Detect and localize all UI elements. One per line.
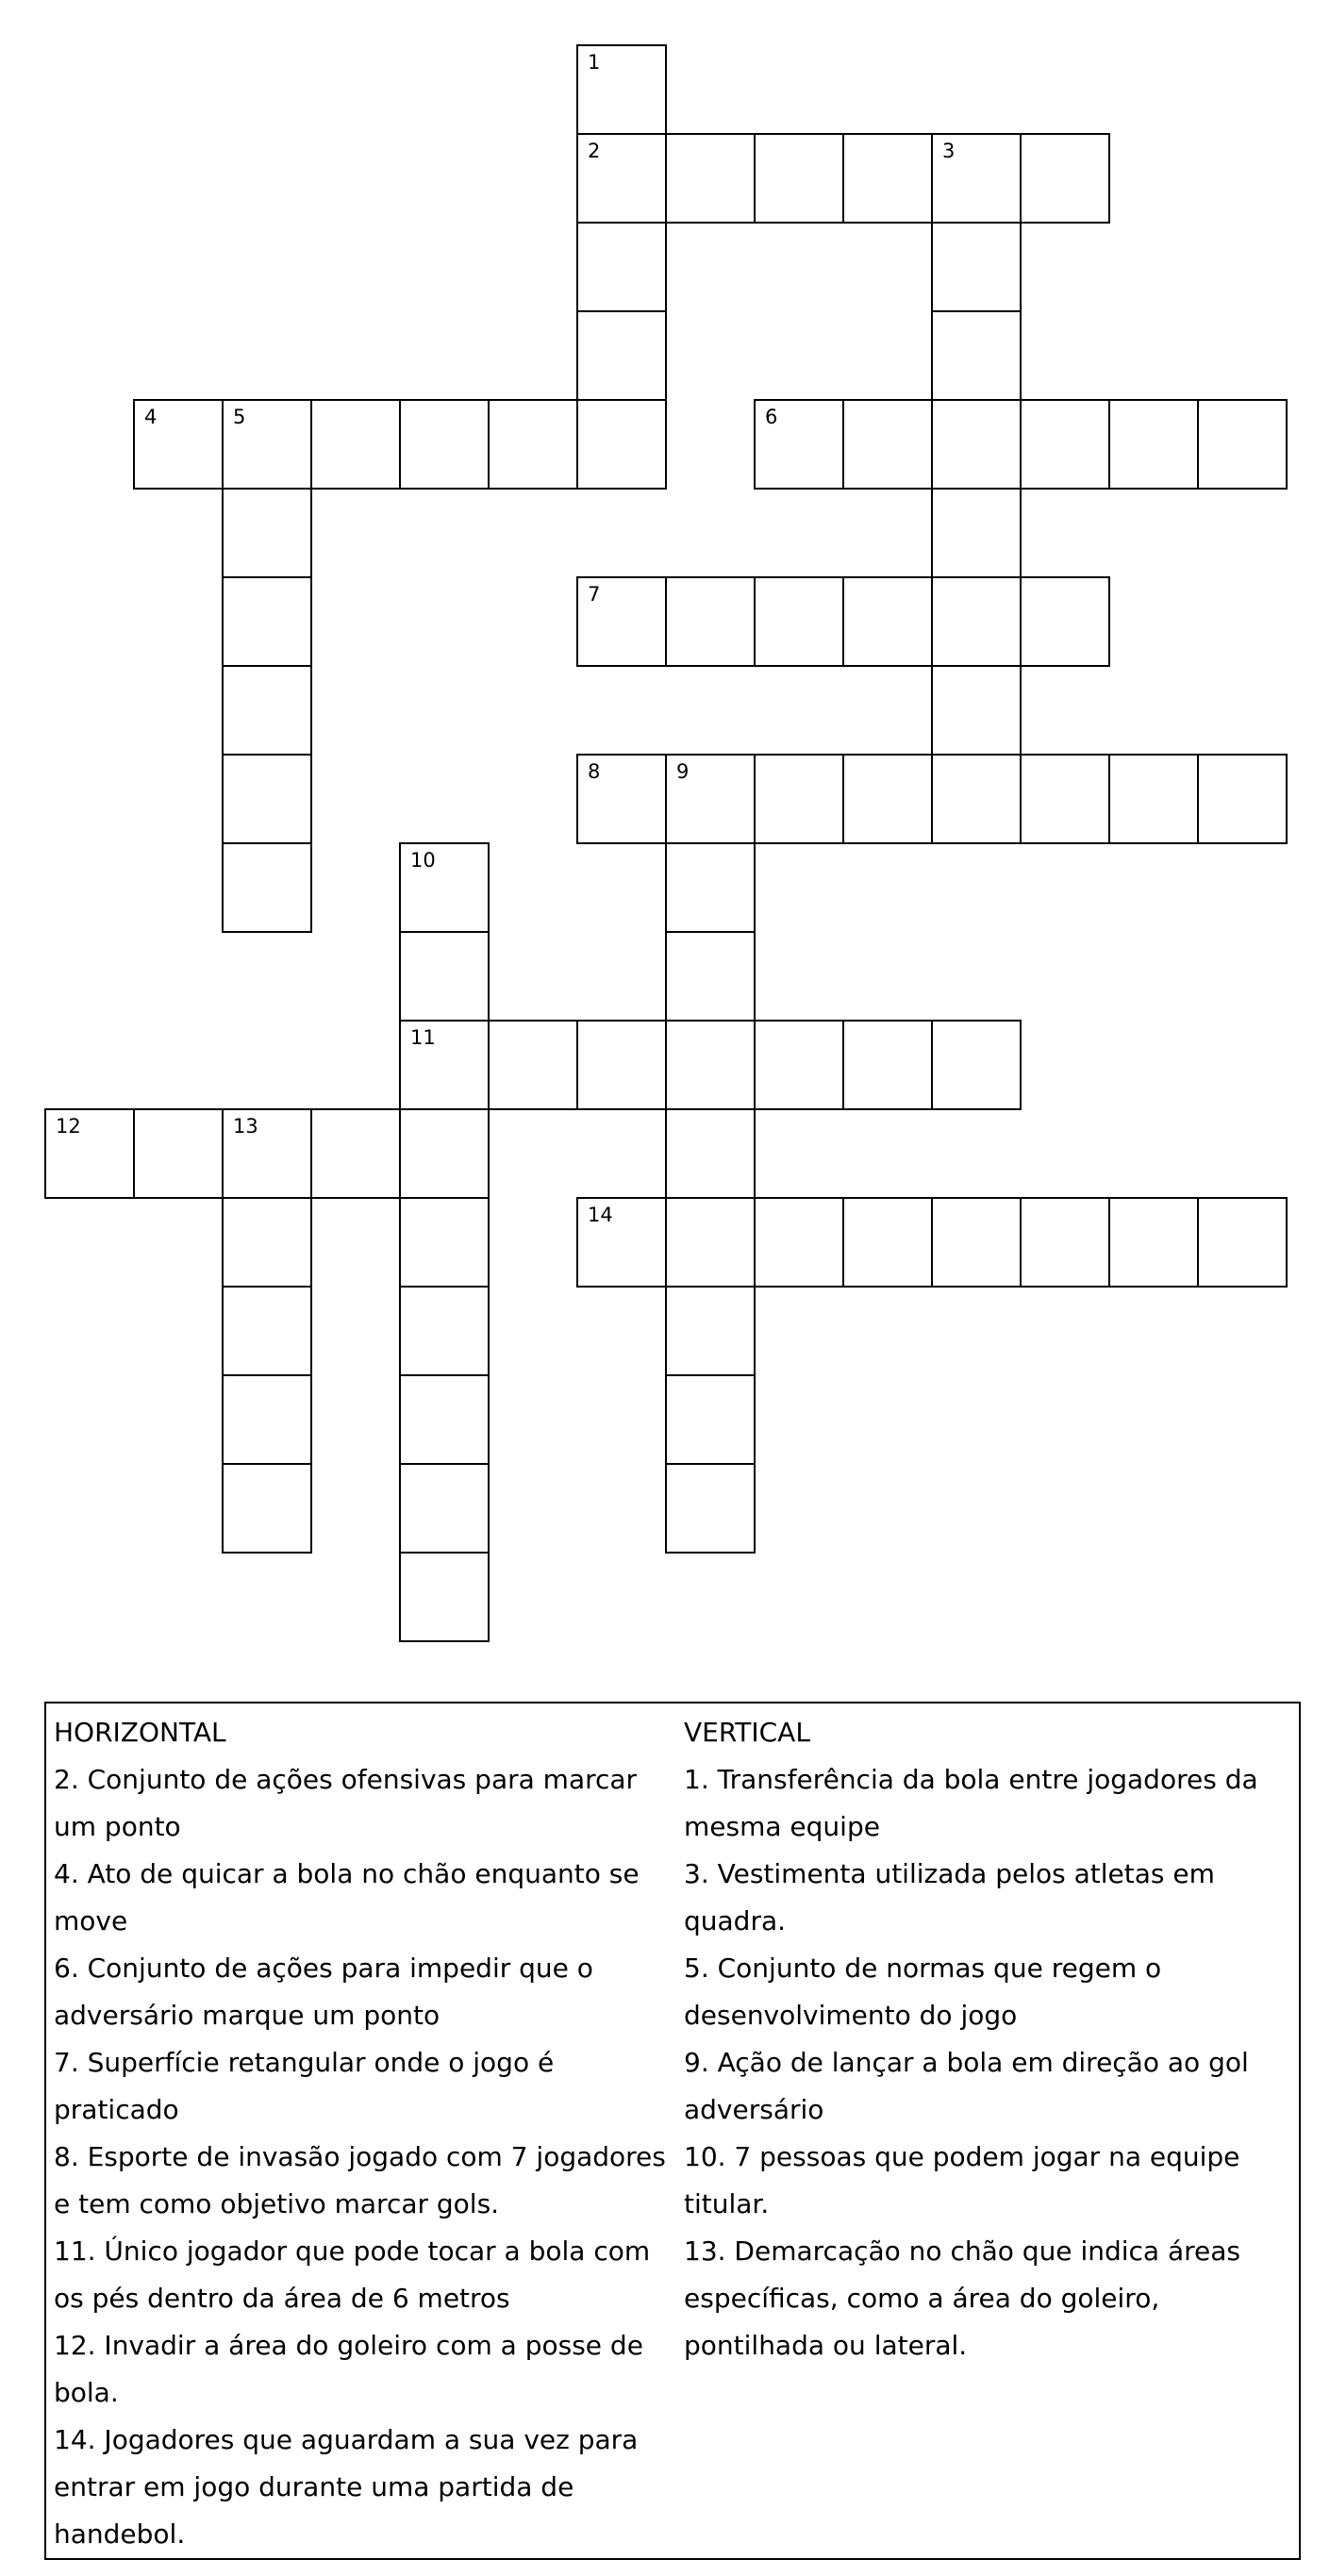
- crossword-cell[interactable]: [399, 931, 490, 1022]
- crossword-cell[interactable]: [931, 222, 1022, 312]
- horizontal-clues-column: [54, 1709, 676, 2558]
- clue-horizontal-6: 6. Conjunto de ações para impedir que o adversário marque um ponto: [54, 1953, 593, 2031]
- crossword-cell[interactable]: [222, 665, 312, 756]
- crossword-cell[interactable]: [665, 1108, 756, 1199]
- clue-vertical-9: 9. Ação de lançar a bola em direção ao gol adversário: [684, 2047, 1249, 2125]
- crossword-cell[interactable]: [222, 1286, 312, 1376]
- crossword-cell-9[interactable]: [665, 754, 756, 844]
- crossword-cell[interactable]: [1020, 576, 1110, 667]
- crossword-cell[interactable]: [399, 1463, 490, 1554]
- crossword-cell[interactable]: [931, 665, 1022, 756]
- clue-horizontal-8: 8. Esporte de invasão jogado com 7 jogadores e tem como objetivo marcar gols.: [54, 2141, 666, 2219]
- clue-number: 3: [942, 140, 956, 162]
- crossword-cell-4[interactable]: [133, 399, 224, 490]
- crossword-cell[interactable]: [842, 576, 933, 667]
- crossword-cell-11[interactable]: [399, 1020, 490, 1110]
- crossword-cell[interactable]: [576, 1020, 667, 1110]
- clue-number: 13: [233, 1115, 258, 1138]
- crossword-cell[interactable]: [931, 310, 1022, 401]
- clue-number: 9: [676, 760, 690, 783]
- crossword-cell-12[interactable]: [44, 1108, 135, 1199]
- crossword-cell[interactable]: [133, 1108, 224, 1199]
- crossword-cell[interactable]: [665, 1020, 756, 1110]
- clue-horizontal-2: 2. Conjunto de ações ofensivas para marcar um ponto: [54, 1764, 638, 1842]
- crossword-cell[interactable]: [931, 754, 1022, 844]
- crossword-cell[interactable]: [222, 1197, 312, 1288]
- crossword-cell[interactable]: [1020, 754, 1110, 844]
- clue-vertical-10: 10. 7 pessoas que podem jogar na equipe titular.: [684, 2141, 1240, 2219]
- crossword-cell[interactable]: [1197, 399, 1288, 490]
- clue-horizontal-11: 11. Único jogador que pode tocar a bola com os pés dentro da área de 6 metros: [54, 2235, 651, 2314]
- clue-number: 8: [588, 760, 601, 783]
- crossword-cell[interactable]: [754, 1197, 844, 1288]
- clue-number: 4: [144, 406, 158, 428]
- clue-number: 7: [588, 583, 601, 606]
- crossword-cell-1[interactable]: [576, 44, 667, 135]
- clue-number: 12: [56, 1115, 81, 1138]
- clue-horizontal-14: 14. Jogadores que aguardam a sua vez para entrar em jogo durante uma partida de handebol.: [54, 2424, 639, 2550]
- crossword-cell[interactable]: [310, 1108, 401, 1199]
- crossword-cell[interactable]: [488, 399, 578, 490]
- crossword-cell[interactable]: [842, 1020, 933, 1110]
- crossword-cell[interactable]: [399, 1108, 490, 1199]
- crossword-cell-10[interactable]: [399, 842, 490, 933]
- crossword-cell[interactable]: [576, 222, 667, 312]
- crossword-cell[interactable]: [1020, 133, 1110, 224]
- crossword-cell[interactable]: [1197, 1197, 1288, 1288]
- crossword-cell[interactable]: [222, 488, 312, 578]
- crossword-cell[interactable]: [754, 754, 844, 844]
- crossword-cell[interactable]: [1197, 754, 1288, 844]
- crossword-cell[interactable]: [222, 1374, 312, 1465]
- vertical-clues-title: VERTICAL: [684, 1717, 810, 1748]
- crossword-cell[interactable]: [399, 1374, 490, 1465]
- clue-number: 5: [233, 406, 246, 428]
- crossword-cell-8[interactable]: [576, 754, 667, 844]
- crossword-cell[interactable]: [842, 754, 933, 844]
- crossword-cell-2[interactable]: [576, 133, 667, 224]
- clue-horizontal-7: 7. Superfície retangular onde o jogo é praticado: [54, 2047, 555, 2125]
- crossword-cell[interactable]: [222, 576, 312, 667]
- crossword-cell[interactable]: [399, 1197, 490, 1288]
- clue-number: 10: [410, 849, 436, 872]
- clue-vertical-5: 5. Conjunto de normas que regem o desenvolvimento do jogo: [684, 1953, 1162, 2031]
- crossword-cell[interactable]: [665, 842, 756, 933]
- clue-number: 11: [410, 1026, 436, 1049]
- crossword-cell[interactable]: [931, 1197, 1022, 1288]
- crossword-cell-5[interactable]: [222, 399, 312, 490]
- crossword-cell[interactable]: [931, 399, 1022, 490]
- clue-horizontal-4: 4. Ato de quicar a bola no chão enquanto se move: [54, 1858, 640, 1936]
- crossword-cell[interactable]: [222, 754, 312, 844]
- clue-vertical-3: 3. Vestimenta utilizada pelos atletas em quadra.: [684, 1858, 1215, 1936]
- crossword-cell[interactable]: [665, 133, 756, 224]
- crossword-cell[interactable]: [1020, 399, 1110, 490]
- vertical-clues-column: [684, 1709, 1293, 2369]
- crossword-cell[interactable]: [931, 576, 1022, 667]
- crossword-cell[interactable]: [842, 133, 933, 224]
- crossword-cell[interactable]: [1020, 1197, 1110, 1288]
- clue-number: 1: [588, 51, 601, 74]
- clue-horizontal-12: 12. Invadir a área do goleiro com a posse de bola.: [54, 2330, 643, 2408]
- clue-vertical-13: 13. Demarcação no chão que indica áreas específicas, como a área do goleiro, pontilhada ou lateral.: [684, 2235, 1240, 2361]
- crossword-cell[interactable]: [665, 931, 756, 1022]
- clue-number: 6: [765, 406, 778, 428]
- clues-panel: [44, 1702, 1301, 2560]
- crossword-cell[interactable]: [754, 133, 844, 224]
- clue-number: 2: [588, 140, 601, 162]
- crossword-cell-7[interactable]: [576, 576, 667, 667]
- clue-vertical-1: 1. Transferência da bola entre jogadores da mesma equipe: [684, 1764, 1258, 1842]
- crossword-cell[interactable]: [399, 1552, 490, 1642]
- crossword-cell[interactable]: [665, 1286, 756, 1376]
- crossword-cell[interactable]: [576, 399, 667, 490]
- horizontal-clues-title: HORIZONTAL: [54, 1717, 226, 1748]
- crossword-cell[interactable]: [222, 1463, 312, 1554]
- crossword-cell[interactable]: [665, 1463, 756, 1554]
- crossword-cell[interactable]: [665, 1197, 756, 1288]
- clue-number: 14: [588, 1204, 613, 1226]
- crossword-cell[interactable]: [754, 1020, 844, 1110]
- crossword-cell[interactable]: [1108, 399, 1199, 490]
- crossword-cell[interactable]: [842, 1197, 933, 1288]
- crossword-cell[interactable]: [488, 1020, 578, 1110]
- crossword-cell[interactable]: [399, 399, 490, 490]
- crossword-cell[interactable]: [1108, 1197, 1199, 1288]
- crossword-cell-14[interactable]: [576, 1197, 667, 1288]
- crossword-cell-6[interactable]: [754, 399, 844, 490]
- crossword-cell-3[interactable]: [931, 133, 1022, 224]
- crossword-cell[interactable]: [222, 842, 312, 933]
- crossword-cell[interactable]: [665, 1374, 756, 1465]
- crossword-cell[interactable]: [931, 488, 1022, 578]
- crossword-cell[interactable]: [842, 399, 933, 490]
- crossword-cell-13[interactable]: [222, 1108, 312, 1199]
- crossword-cell[interactable]: [931, 1020, 1022, 1110]
- crossword-cell[interactable]: [399, 1286, 490, 1376]
- crossword-cell[interactable]: [576, 310, 667, 401]
- crossword-cell[interactable]: [310, 399, 401, 490]
- crossword-cell[interactable]: [754, 576, 844, 667]
- crossword-cell[interactable]: [1108, 754, 1199, 844]
- crossword-cell[interactable]: [665, 576, 756, 667]
